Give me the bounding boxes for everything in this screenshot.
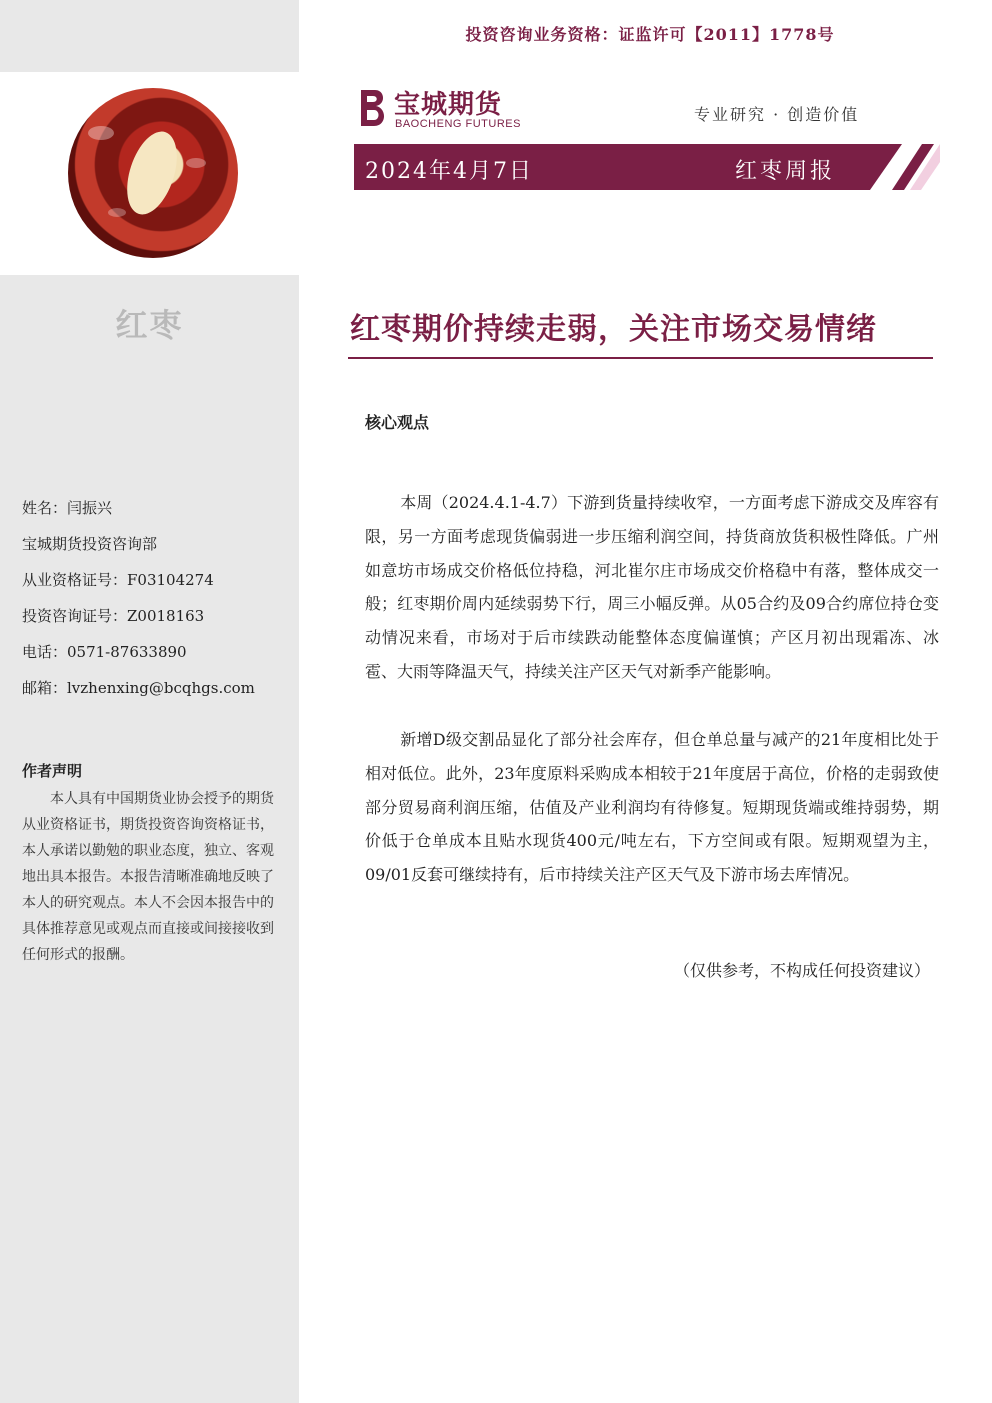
paragraph-2: 新增D级交割品显化了部分社会库存，但仓单总量与减产的21年度相比处于相对低位。此外，23年度原料采购成本相较于21年度居于高位，价格的走弱致使部分贸易商利润压缩，估值及产业利润均有待修复。短期现货端或维持弱势，期价低于仓单成本且贴水现货400元/吨左右，下方空间或有限。短期观望为主，09/01反套可继续持有，后市持续关注产区天气及下游市场去库情况。 [365,730,939,885]
company-logo-icon [355,86,389,130]
declaration-body: 本人具有中国期货业协会授予的期货从业资格证书，期货投资咨询资格证书，本人承诺以勤勉的职业态度，独立、客观地出具本报告。本报告清晰准确地反映了本人的研究观点。本人不会因本报告中的具体推荐意见或观点而直接或间接接收到任何形式的报酬。 [22,791,274,963]
report-headline: 红枣期价持续走弱，关注市场交易情绪 [350,312,877,347]
author-department: 宝城期货投资咨询部 [22,535,158,553]
category-label: 红枣 [115,306,184,344]
author-name: 姓名：闫振兴 [22,499,113,517]
company-slogan: 专业研究 · 创造价值 [694,105,860,124]
author-contact [22,494,292,710]
company-name: 宝城期货 [394,90,503,120]
section-title: 核心观点 [365,413,430,432]
sidebar-top-block [0,0,299,72]
paragraph-1: 本周（2024.4.1-4.7）下游到货量持续收窄，一方面考虑下游成交及库容有限，另一方面考虑现货偏弱进一步压缩利润空间，持货商放货积极性降低。广州如意坊市场成交价格低位持稳，河北崔尔庄市场成交价格稳中有落，整体成交一般；红枣期价周内延续弱势下行，周三小幅反弹。从05合约及09合约席位持仓变动情况来看，市场对于后市续跌动能整体态度偏谨慎；产区月初出现霜冻、冰雹、大雨等降温天气，持续关注产区天气对新季产能影响。 [365,493,939,681]
jujube-photo [68,88,238,258]
disclaimer: （仅供参考，不构成任何投资建议） [673,961,930,980]
headline-divider [348,357,933,359]
company-name-en: BAOCHENG FUTURES [395,118,521,130]
report-date: 2024年4月7日 [365,159,533,184]
consulting-number: 投资咨询证号：Z0018163 [22,607,205,625]
qualification-number: 从业资格证号：F03104274 [22,571,214,589]
email-address: 邮箱：lvzhenxing@bcqhgs.com [22,679,255,697]
license-line: 投资咨询业务资格：证监许可【2011】1778号 [465,25,835,44]
declaration-title: 作者声明 [22,762,83,780]
phone-number: 电话：0571-87633890 [22,643,187,661]
report-type: 红枣周报 [735,159,836,184]
